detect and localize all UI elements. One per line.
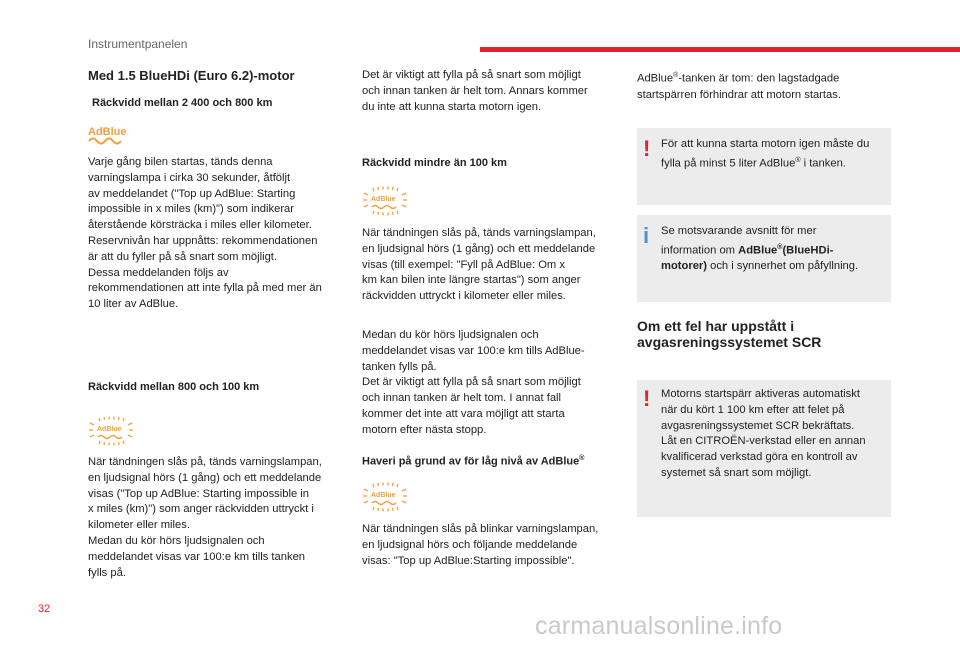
adblue-icon xyxy=(86,124,134,146)
adblue-flashing-icon xyxy=(362,186,408,216)
warning-text-refill: För att kunna starta motorn igen måste du fylla på minst 5 liter AdBlue® i tanken. xyxy=(661,138,870,170)
range-heading-800-100: Räckvidd mellan 800 och 100 km xyxy=(88,381,260,393)
warning-icon: ! xyxy=(643,136,651,161)
paragraph-range-800-100: När tändningen slås på, tänds varningslampan, en ljudsignal hörs (1 gång) och ett meddelande visas ("Top up AdBlue: Starting impossible in x miles (km)") som anger räckvidden uttryckt i kilometer eller miles. Medan du kör hörs ljudsignalen och meddelandet visas var 100:e km tills tanken fylls på. xyxy=(88,456,322,579)
paragraph-failure: När tändningen slås på blinkar varningslampan, en ljudsignal hörs och följande meddelande visas: "Top up AdBlue:Starting impossible". xyxy=(362,523,599,567)
paragraph-tank-empty: AdBlue®-tanken är tom: den lagstadgade startspärren förhindrar att motorn startas. xyxy=(637,72,841,101)
warning-box-scr xyxy=(637,380,891,517)
info-text-reference: Se motsvarande avsnitt för mer information om AdBlue®(BlueHDi- motorer) och i synnerhet om påfyllning. xyxy=(661,225,859,273)
info-icon: i xyxy=(643,223,650,248)
header-accent-bar xyxy=(480,47,960,52)
watermark: carmanualsonline.info xyxy=(535,612,783,640)
engine-title: Med 1.5 BlueHDi (Euro 6.2)-motor xyxy=(88,68,295,83)
section-header: Instrumentpanelen xyxy=(88,37,188,51)
paragraph-range-2400-800: Varje gång bilen startas, tänds denna varningslampa i cirka 30 sekunder, åtföljt av meddelandet ("Top up AdBlue: Starting impossible in x miles (km)") som indikerar återstående körsträcka i miles eller kilometer. Reservnivån har uppnåtts: rekommendationen är att du fyller på så snart som möjligt. Dessa meddelanden följs av rekommendationen att inte fylla på med mer än 10 liter av AdBlue. xyxy=(88,156,322,311)
adblue-flashing-icon-label: AdBlue xyxy=(371,492,396,499)
range-heading-2400-800: Räckvidd mellan 2 400 och 800 km xyxy=(92,97,273,109)
adblue-flashing-icon-label: AdBlue xyxy=(371,196,396,203)
warning-icon: ! xyxy=(643,386,651,411)
info-box-reference xyxy=(637,215,891,302)
paragraph-range-under-100: När tändningen slås på, tänds varningslampan, en ljudsignal hörs (1 gång) och ett meddelande visas (till exempel: "Fyll på AdBlue: Om x km kan bilen inte längre startas") som anger räckvidden uttryckt i kilometer eller miles. xyxy=(362,227,596,303)
warning-box-refill xyxy=(637,128,891,205)
range-heading-under-100: Räckvidd mindre än 100 km xyxy=(362,157,507,169)
adblue-icon-label: AdBlue xyxy=(88,126,127,138)
adblue-flashing-icon-label: AdBlue xyxy=(97,426,122,433)
paragraph-driving-signal: Medan du kör hörs ljudsignalen och meddelandet visas var 100:e km tills AdBlue- tanken fylls på. Det är viktigt att fylla på så snart som möjligt och innan tanken är helt tom. I annat fall kommer det inte att vara möjligt att starta motorn efter nästa stopp. xyxy=(362,329,585,436)
scr-fault-title: Om ett fel har uppstått i avgasreningssystemet SCR xyxy=(637,318,822,350)
warning-text-scr: Motorns startspärr aktiveras automatiskt när du kört 1 100 km efter att felet på avgasreningssystemet SCR bekräftats. Låt en CITROËN-verkstad eller en annan kvalificerad verkstad göra en kontroll av systemet så snart som möjligt. xyxy=(661,388,866,479)
paragraph-fill-soon: Det är viktigt att fylla på så snart som möjligt och innan tanken är helt tom. Annars kommer du inte att kunna starta motorn igen. xyxy=(362,69,588,113)
adblue-flashing-icon xyxy=(88,416,134,446)
page-number: 32 xyxy=(38,603,51,615)
adblue-flashing-icon xyxy=(362,482,408,512)
failure-heading: Haveri på grund av för låg nivå av AdBlue® xyxy=(362,455,585,468)
